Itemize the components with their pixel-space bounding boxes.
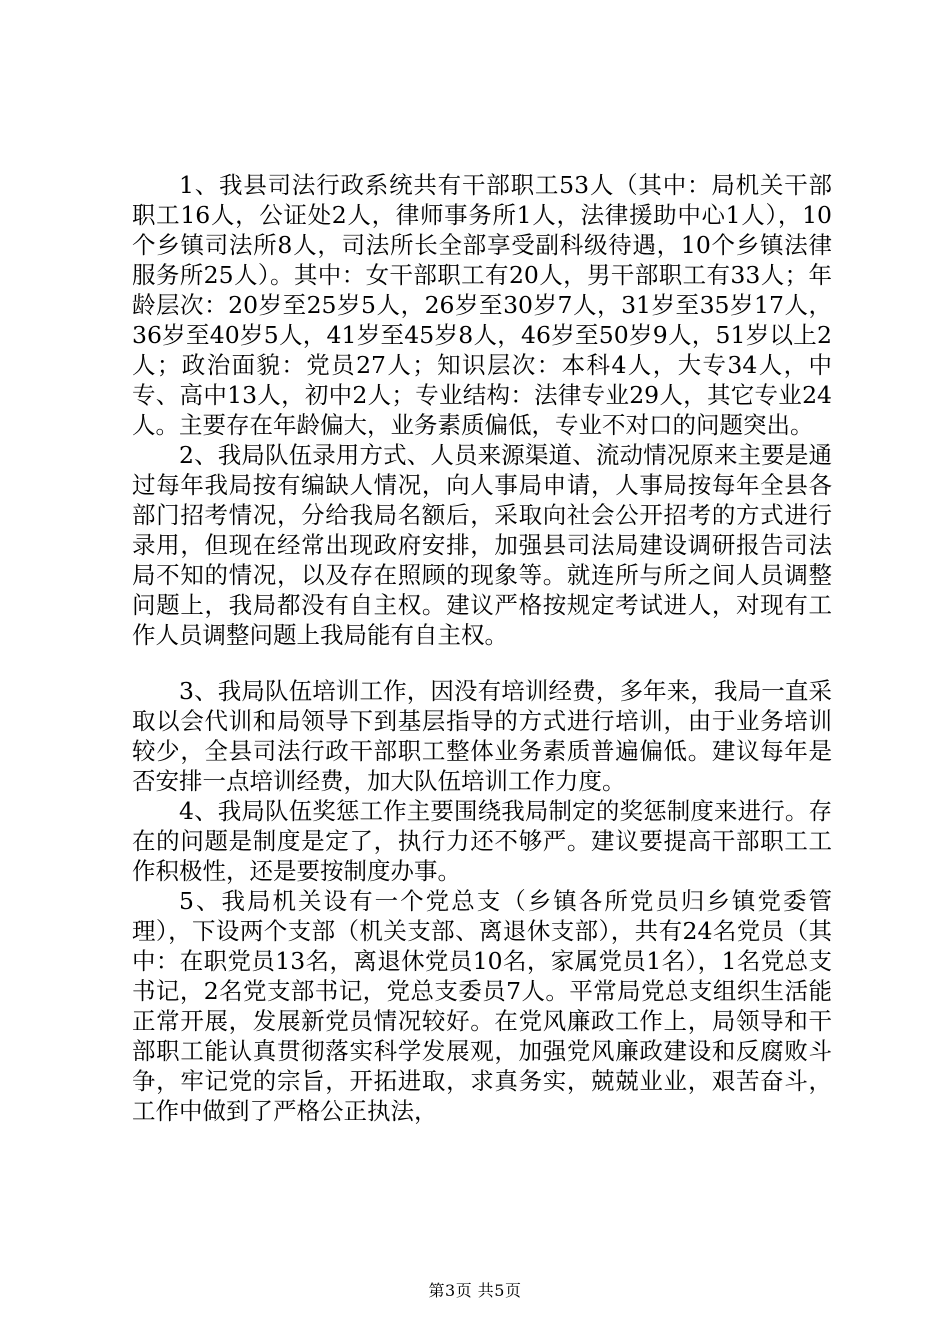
document-body	[132, 170, 832, 1126]
paragraph-4: 4、我局队伍奖惩工作主要围绕我局制定的奖惩制度来进行。存在的问题是制度是定了，执行力还不够严。建议要提高干部职工工作积极性，还是要按制度办事。	[132, 797, 832, 885]
paragraph-3: 3、我局队伍培训工作，因没有培训经费，多年来，我局一直采取以会代训和局领导下到基层指导的方式进行培训，由于业务培训较少，全县司法行政干部职工整体业务素质普遍偏低。建议每年是否安排一点培训经费，加大队伍培训工作力度。	[132, 677, 832, 795]
paragraph-spacer	[132, 650, 832, 676]
page-footer: 第3页 共5页	[428, 1281, 522, 1300]
paragraph-5: 5、我局机关设有一个党总支（乡镇各所党员归乡镇党委管理），下设两个支部（机关支部、离退休支部），共有24名党员（其中：在职党员13名，离退休党员10名，家属党员1名），1名党总支书记，2名党支部书记，党总支委员7人。平常局党总支组织生活能正常开展，发展新党员情况较好。在党风廉政工作上，局领导和干部职工能认真贯彻落实科学发展观，加强党风廉政建设和反腐败斗争，牢记党的宗旨，开拓进取，求真务实，兢兢业业，艰苦奋斗，工作中做到了严格公正执法，	[132, 887, 832, 1125]
paragraph-2: 2、我局队伍录用方式、人员来源渠道、流动情况原来主要是通过每年我局按有编缺人情况，向人事局申请，人事局按每年全县各部门招考情况，分给我局名额后，采取向社会公开招考的方式进行录用，但现在经常出现政府安排，加强县司法局建设调研报告司法局不知的情况，以及存在照顾的现象等。就连所与所之间人员调整问题上，我局都没有自主权。建议严格按规定考试进人，对现有工作人员调整问题上我局能有自主权。	[132, 441, 832, 649]
paragraph-1: 1、我县司法行政系统共有干部职工53人（其中：局机关干部职工16人，公证处2人，律师事务所1人，法律援助中心1人），10个乡镇司法所8人，司法所长全部享受副科级待遇，10个乡镇法律服务所25人）。其中：女干部职工有20人，男干部职工有33人；年龄层次：20岁至25岁5人，26岁至30岁7人，31岁至35岁17人，36岁至40岁5人，41岁至45岁8人，46岁至50岁9人，51岁以上2人；政治面貌：党员27人；知识层次：本科4人，大专34人，中专、高中13人，初中2人；专业结构：法律专业29人，其它专业24人。主要存在年龄偏大，业务素质偏低，专业不对口的问题突出。	[132, 171, 832, 439]
